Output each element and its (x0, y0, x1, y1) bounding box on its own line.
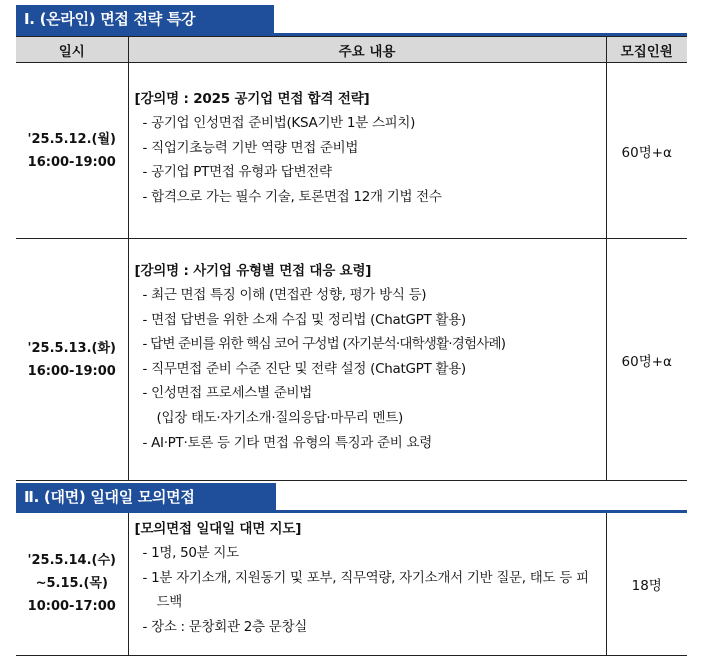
list-item: - 직무면접 준비 수준 진단 및 전략 설정 (ChatGPT 활용) (135, 357, 600, 382)
row-date (16, 63, 128, 239)
row-content (128, 513, 606, 655)
lecture-heading: [모의면접 일대일 대면 지도] (134, 521, 302, 537)
section-2-title: Ⅱ. (대면) 일대일 모의면접 (16, 483, 276, 511)
row-date-day: '25.5.13.(화) (27, 340, 116, 356)
list-item: - 면접 답변을 위한 소재 수집 및 정리법 (ChatGPT 활용) (135, 308, 600, 333)
row-count: 60명+α (606, 63, 687, 239)
list-item: - 직업기초능력 기반 역량 면접 준비법 (135, 136, 600, 161)
list-item-note: (입장 태도·자기소개·질의응답·마무리 멘트) (156, 409, 403, 426)
column-header-date: 일시 (16, 37, 128, 63)
column-header-count: 모집인원 (606, 37, 687, 63)
row-date-day: '25.5.14.(수) (27, 553, 116, 569)
table-header-row (16, 37, 687, 63)
list-item: - 답변 준비를 위한 핵심 코어 구성법 (자기분석·대학생활·경험사례) (135, 332, 600, 357)
table-row (16, 63, 687, 239)
list-item: - 공기업 인성면접 준비법(KSA기반 1분 스피치) (135, 111, 600, 136)
lecture-heading: [강의명 : 2025 공기업 면접 합격 전략] (134, 91, 370, 107)
list-item: - 인성면접 프로세스별 준비법 (135, 381, 600, 406)
row-content (128, 63, 606, 239)
content-list (135, 283, 600, 455)
row-date (16, 513, 128, 655)
row-count: 60명+α (606, 239, 687, 481)
row-content (128, 239, 606, 481)
list-item: - 장소 : 문창회관 2층 문창실 (135, 615, 600, 640)
list-item: - 합격으로 가는 필수 기술, 토론면접 12개 기법 전수 (135, 185, 600, 210)
row-date-end: ~5.15.(목) (35, 576, 108, 592)
list-item: - 1명, 50분 지도 (135, 541, 600, 566)
section-1-title: Ⅰ. (온라인) 면접 전략 특강 (16, 5, 274, 33)
table-row (16, 239, 687, 481)
row-date-time: 16:00-19:00 (27, 363, 116, 379)
section-1-table (16, 36, 687, 481)
row-date (16, 239, 128, 481)
row-date-time: 10:00-17:00 (27, 599, 116, 615)
table-row (16, 513, 687, 655)
list-item: - 공기업 PT면접 유형과 답변전략 (135, 160, 600, 185)
section-2-table (16, 513, 687, 656)
column-header-content: 주요 내용 (128, 37, 606, 63)
content-list (135, 541, 600, 639)
content-list (135, 111, 600, 209)
row-date-time: 16:00-19:00 (27, 154, 116, 170)
row-date-day: '25.5.12.(월) (27, 131, 116, 147)
row-count: 18명 (606, 513, 687, 655)
list-item: - 1분 자기소개, 지원동기 및 포부, 직무역량, 자기소개서 기반 질문, 태도 등 피드백 (135, 566, 600, 615)
lecture-heading: [강의명 : 사기업 유형별 면접 대응 요령] (134, 263, 372, 279)
list-item: - AI·PT·토론 등 기타 면접 유형의 특징과 준비 요령 (135, 431, 600, 456)
list-item: - 최근 면접 특징 이해 (면접관 성향, 평가 방식 등) (135, 283, 600, 308)
